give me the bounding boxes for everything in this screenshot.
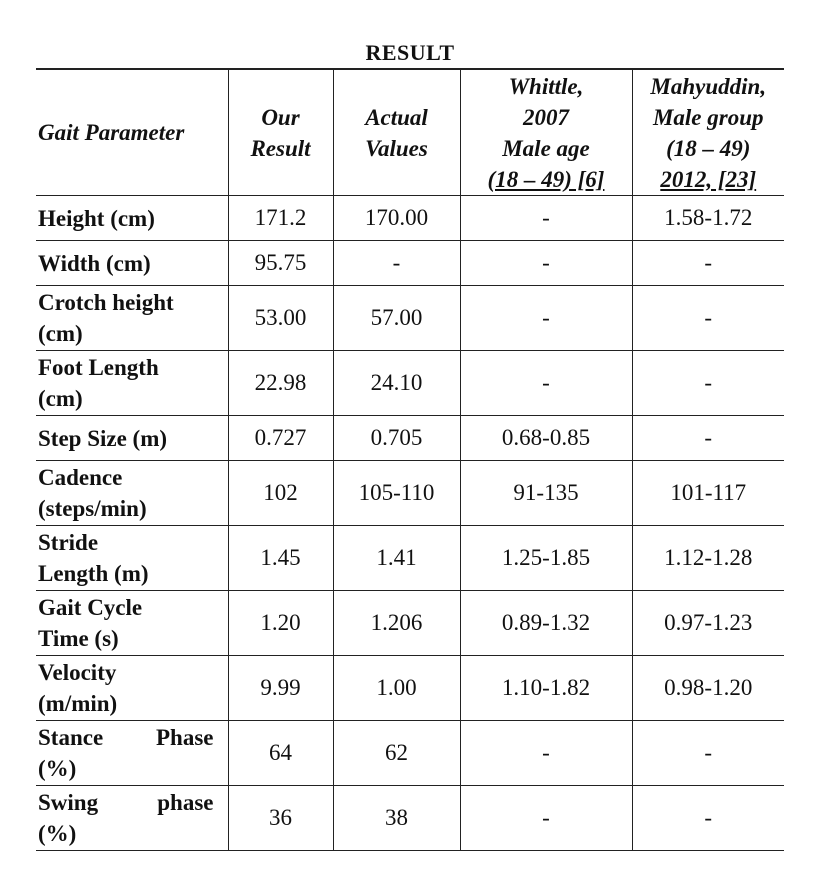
our-result-cell: 1.45 — [228, 526, 333, 591]
whittle-cell: - — [460, 786, 632, 851]
param-cell — [36, 196, 228, 241]
header-our-line-1: Our — [261, 104, 300, 130]
mahyuddin-cell: 0.97-1.23 — [632, 591, 784, 656]
whittle-cell: - — [460, 286, 632, 351]
param-label-line-2: (m/min) — [38, 691, 118, 716]
param-label-line-2: Length (m) — [38, 561, 149, 586]
table-row — [36, 351, 784, 416]
mahyuddin-cell: - — [632, 786, 784, 851]
table-row — [36, 286, 784, 351]
header-our-line-2: Result — [250, 135, 311, 161]
actual-value-cell: 1.41 — [333, 526, 460, 591]
header-actual-line-1: Actual — [365, 104, 428, 130]
param-label-line-2: (steps/min) — [38, 496, 147, 521]
param-cell — [36, 461, 228, 526]
actual-value-cell: - — [333, 241, 460, 286]
mahyuddin-cell: - — [632, 351, 784, 416]
mahyuddin-cell: 0.98-1.20 — [632, 656, 784, 721]
param-cell — [36, 526, 228, 591]
mahyuddin-cell: 101-117 — [632, 461, 784, 526]
param-label-line-1: Swing phase — [38, 790, 214, 815]
mahyuddin-cell: - — [632, 416, 784, 461]
header-actual-values — [333, 69, 460, 196]
table-row — [36, 591, 784, 656]
header-mahyuddin-line-1: Mahyuddin, — [650, 73, 767, 99]
mahyuddin-cell: - — [632, 241, 784, 286]
actual-value-cell: 24.10 — [333, 351, 460, 416]
whittle-cell: - — [460, 241, 632, 286]
param-label-line-2: Time (s) — [38, 626, 119, 651]
mahyuddin-cell: 1.12-1.28 — [632, 526, 784, 591]
whittle-cell: - — [460, 721, 632, 786]
param-label-line-2: (cm) — [38, 321, 83, 346]
whittle-cell: - — [460, 351, 632, 416]
param-label-line-1: Velocity — [38, 660, 117, 685]
header-mahyuddin-line-2: Male group — [652, 104, 764, 130]
whittle-cell: - — [460, 196, 632, 241]
param-label-line-2: (%) — [38, 756, 77, 781]
param-label-line-1: Step Size (m) — [38, 425, 168, 451]
actual-value-cell: 38 — [333, 786, 460, 851]
our-result-cell: 102 — [228, 461, 333, 526]
whittle-cell: 91-135 — [460, 461, 632, 526]
param-label-line-1: Stance Phase — [38, 725, 214, 750]
param-label-line-1: Height (cm) — [38, 205, 155, 231]
param-cell — [36, 721, 228, 786]
param-label-line-1: Foot Length — [38, 355, 159, 380]
whittle-cell: 0.89-1.32 — [460, 591, 632, 656]
param-label-line-2: (%) — [38, 821, 77, 846]
header-gait-parameter: Gait Parameter — [36, 69, 228, 196]
table-row — [36, 241, 784, 286]
actual-value-cell: 62 — [333, 721, 460, 786]
actual-value-cell: 170.00 — [333, 196, 460, 241]
header-actual-line-2: Values — [365, 135, 428, 161]
header-mahyuddin — [632, 69, 784, 196]
table-row — [36, 656, 784, 721]
table-row — [36, 786, 784, 851]
header-row — [36, 69, 784, 196]
whittle-cell: 0.68-0.85 — [460, 416, 632, 461]
mahyuddin-cell: - — [632, 286, 784, 351]
our-result-cell: 95.75 — [228, 241, 333, 286]
header-our-result — [228, 69, 333, 196]
param-label-line-1: Width (cm) — [38, 250, 151, 276]
param-label-line-2: (cm) — [38, 386, 83, 411]
table-caption: RESULT — [365, 40, 455, 65]
actual-value-cell: 0.705 — [333, 416, 460, 461]
header-whittle-line-3: Male age — [502, 135, 590, 161]
table-row — [36, 416, 784, 461]
our-result-cell: 53.00 — [228, 286, 333, 351]
param-cell — [36, 286, 228, 351]
param-cell — [36, 351, 228, 416]
mahyuddin-cell: 1.58-1.72 — [632, 196, 784, 241]
param-cell — [36, 786, 228, 851]
our-result-cell: 0.727 — [228, 416, 333, 461]
param-cell — [36, 591, 228, 656]
whittle-cell: 1.10-1.82 — [460, 656, 632, 721]
result-table — [36, 68, 784, 851]
mahyuddin-cell: - — [632, 721, 784, 786]
table-row — [36, 461, 784, 526]
param-cell — [36, 416, 228, 461]
table-row — [36, 526, 784, 591]
header-mahyuddin-line-4: 2012, [23] — [660, 166, 757, 192]
actual-value-cell: 105-110 — [333, 461, 460, 526]
header-whittle-line-2: 2007 — [523, 104, 569, 130]
whittle-cell: 1.25-1.85 — [460, 526, 632, 591]
our-result-cell: 171.2 — [228, 196, 333, 241]
param-label-line-1: Gait Cycle — [38, 595, 143, 620]
actual-value-cell: 57.00 — [333, 286, 460, 351]
param-label-line-1: Cadence — [38, 465, 123, 490]
param-label-line-1: Stride — [38, 530, 99, 555]
our-result-cell: 1.20 — [228, 591, 333, 656]
header-mahyuddin-line-3: (18 – 49) — [666, 135, 751, 161]
header-whittle-line-4: (18 – 49) [6] — [487, 166, 605, 192]
our-result-cell: 36 — [228, 786, 333, 851]
our-result-cell: 9.99 — [228, 656, 333, 721]
param-label-line-1: Crotch height — [38, 290, 174, 315]
actual-value-cell: 1.206 — [333, 591, 460, 656]
actual-value-cell: 1.00 — [333, 656, 460, 721]
header-whittle — [460, 69, 632, 196]
param-cell — [36, 656, 228, 721]
param-cell — [36, 241, 228, 286]
our-result-cell: 22.98 — [228, 351, 333, 416]
our-result-cell: 64 — [228, 721, 333, 786]
header-whittle-line-1: Whittle, — [508, 73, 584, 99]
table-row — [36, 196, 784, 241]
table-row — [36, 721, 784, 786]
